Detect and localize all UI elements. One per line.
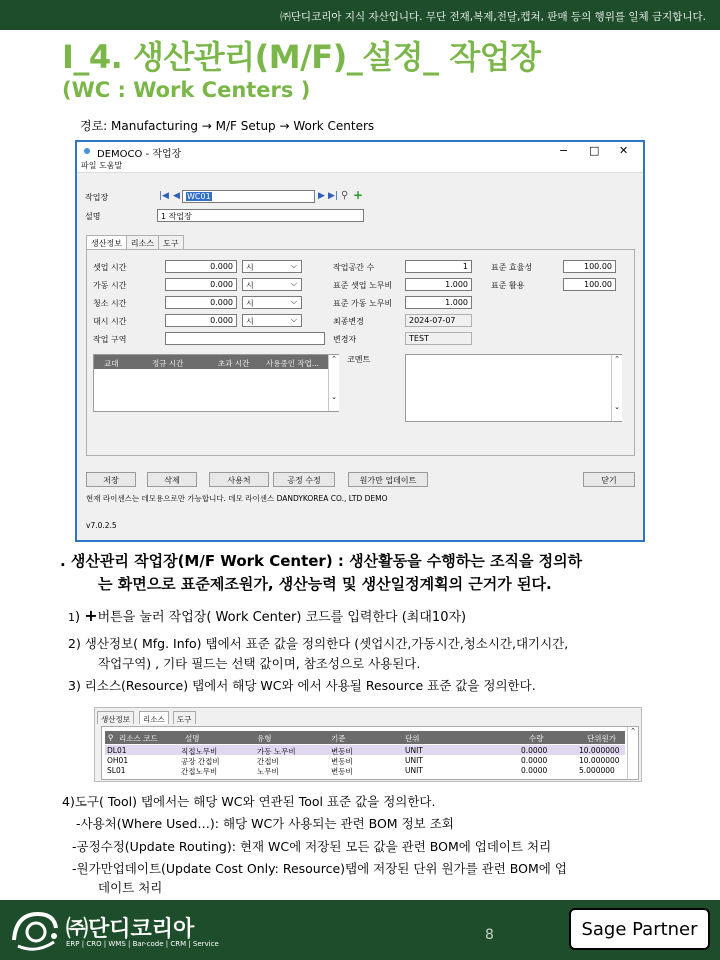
resource-tab-screenshot: [94, 707, 642, 782]
step-2-line-1: 2) 생산정보( Mfg. Info) 탭에서 표준 값을 정의한다 (셋업시간,가동시간,청소시간,대기시간,: [68, 636, 569, 651]
page-number: 8: [485, 927, 494, 943]
table-row[interactable]: OH01 공장 간접비 간접비 변동비 UNIT 0.0000 10.000000: [107, 756, 620, 766]
step-4-update-routing: -공정수정(Update Routing): 현재 WC에 저장된 모든 값을 관련 BOM에 업데이트 처리: [72, 839, 552, 854]
tab-mfg-info[interactable]: 생산정보: [97, 711, 134, 724]
grid-col-overtime: 초과 시간: [218, 359, 250, 368]
maximize-button[interactable]: □: [589, 144, 600, 157]
work-space-count-label: 작업공간 수: [333, 263, 375, 272]
step-4: 4)도구( Tool) 탭에서는 해당 WC와 연관된 Tool 표준 값을 정의한다.: [62, 794, 436, 809]
resource-grid-scrollbar[interactable]: [627, 727, 638, 779]
company-tagline: ERP | CRO | WMS | Bar-code | CRM | Service: [66, 940, 219, 948]
std-efficiency-input[interactable]: 100.00: [563, 260, 616, 273]
tab-tool[interactable]: 도구: [173, 711, 196, 724]
close-button[interactable]: 닫기: [583, 472, 635, 487]
last-record-button[interactable]: ▶|: [328, 191, 338, 201]
page-subtitle: (WC : Work Centers ): [62, 78, 311, 102]
shift-grid[interactable]: [93, 354, 339, 412]
std-run-labor-label: 표준 가동 노무비: [333, 299, 393, 308]
std-setup-labor-label: 표준 셋업 노무비: [333, 281, 393, 290]
intro-line-2: 는 화면으로 표준제조원가, 생산능력 및 생산일정계획의 근거가 된다.: [98, 575, 552, 593]
step-4-update-cost-line-1: -원가만업데이트(Update Cost Only: Resource)탭에 저장된 단위 원가를 관련 BOM에 업: [72, 861, 567, 876]
grid-scrollbar[interactable]: [328, 355, 339, 411]
tab-resource[interactable]: 리소스: [126, 235, 159, 249]
wait-time-input[interactable]: 0.000: [165, 314, 237, 327]
menu-bar[interactable]: 파일 도움말: [77, 159, 643, 173]
first-record-button[interactable]: |◀: [159, 191, 169, 201]
window-title: DEMOCO - 작업장: [97, 149, 182, 160]
license-status: 현재 라이센스는 데모용으로만 가능합니다. 데모 라이센스 DANDYKOREA CO., LTD DEMO: [86, 494, 388, 503]
delete-button[interactable]: 삭제: [147, 472, 197, 487]
minimize-button[interactable]: −: [559, 144, 569, 157]
setup-unit-select[interactable]: 시 ⌵: [242, 260, 302, 273]
search-icon: ⚲: [108, 733, 114, 742]
page-title: I_4. 생산관리(M/F)_설정_ 작업장: [62, 38, 541, 76]
wait-time-label: 대시 시간: [93, 317, 127, 326]
plus-icon: +: [84, 606, 98, 625]
next-record-button[interactable]: ▶: [318, 191, 325, 201]
save-button[interactable]: 저장: [86, 472, 136, 487]
description-label: 설명: [85, 212, 101, 221]
workcenter-input[interactable]: WC01: [182, 190, 315, 203]
where-used-button[interactable]: 사용처: [209, 472, 269, 487]
copyright-notice-bar: [0, 0, 720, 30]
grid-col-regular: 정규 시간: [152, 359, 184, 368]
std-efficiency-label: 표준 효율성: [491, 263, 533, 272]
table-row[interactable]: SL01 간접노무비 노무비 변동비 UNIT 0.0000 5.000000: [107, 766, 615, 776]
close-window-button[interactable]: ✕: [619, 144, 629, 157]
tab-resource[interactable]: 리소스: [139, 711, 169, 724]
update-cost-only-button[interactable]: 원가만 업데이트: [348, 472, 428, 487]
comment-label: 코멘트: [347, 355, 371, 364]
last-changed-value: 2024-07-07: [405, 314, 472, 327]
add-icon[interactable]: +: [353, 188, 364, 202]
resource-grid-header: ⚲ 리소스 코드 설명 유형 기준 단위 수량 단위원가: [105, 731, 625, 744]
run-time-input[interactable]: 0.000: [165, 278, 237, 291]
prev-record-button[interactable]: ◀: [173, 191, 180, 201]
scroll-up-icon[interactable]: ⌃: [331, 355, 337, 363]
tab-bar: [86, 235, 183, 250]
version-label: v7.0.2.5: [86, 521, 117, 530]
changed-by-value: TEST: [405, 332, 472, 345]
chevron-down-icon: ⌵: [290, 315, 297, 324]
wait-unit-select[interactable]: 시 ⌵: [242, 314, 302, 327]
description-input[interactable]: 1 작업장: [157, 209, 364, 222]
chevron-down-icon: ⌵: [290, 297, 297, 306]
setup-time-label: 셋업 시간: [93, 263, 127, 272]
grid-col-in-use: 사용중인 작업...: [266, 359, 320, 368]
scroll-down-icon[interactable]: ⌄: [614, 403, 620, 411]
std-utilization-label: 표준 활용: [491, 281, 525, 290]
step-3: 3) 리소스(Resource) 탭에서 해당 WC와 에서 사용될 Resource 표준 값을 정의한다.: [68, 678, 536, 693]
setup-time-input[interactable]: 0.000: [165, 260, 237, 273]
menu-path: 경로: Manufacturing → M/F Setup → Work Centers: [80, 119, 375, 133]
run-unit-select[interactable]: 시 ⌵: [242, 278, 302, 291]
clean-time-input[interactable]: 0.000: [165, 296, 237, 309]
comment-scrollbar[interactable]: [611, 355, 622, 421]
last-changed-label: 최종변경: [333, 317, 364, 326]
chevron-down-icon: ⌵: [290, 261, 297, 270]
std-setup-labor-input[interactable]: 1.000: [405, 278, 472, 291]
run-time-label: 가동 시간: [93, 281, 127, 290]
mfg-info-panel: [86, 249, 635, 456]
grid-col-shift: 교대: [104, 359, 119, 368]
table-row[interactable]: DL01 직접노무비 가동 노무비 변동비 UNIT 0.0000 10.000000: [105, 745, 625, 755]
intro-line-1: . 생산관리 작업장(M/F Work Center) : 생산활동을 수행하는 조직을 정의하: [60, 552, 583, 570]
scroll-up-icon[interactable]: ⌃: [614, 355, 620, 363]
tab-mfg-info[interactable]: 생산정보: [86, 235, 127, 249]
scroll-down-icon[interactable]: ⌄: [331, 393, 337, 401]
changed-by-label: 변경자: [333, 335, 357, 344]
copyright-notice: ㈜단디코리아 지식 자산입니다. 무단 전재,복제,전달,캡쳐, 판매 등의 행위를 일체 금지합니다.: [280, 11, 706, 23]
step-1: 1) +버튼을 눌러 작업장( Work Center) 코드를 입력한다 (최대10자): [68, 606, 467, 625]
tab-tool[interactable]: 도구: [158, 235, 183, 249]
company-name: ㈜단디코리아: [66, 917, 195, 942]
std-run-labor-input[interactable]: 1.000: [405, 296, 472, 309]
step-4-update-cost-line-2: 데이트 처리: [98, 880, 163, 895]
step-2-line-2: 작업구역) , 기타 필드는 선택 값이며, 참조성으로 사용된다.: [98, 656, 421, 671]
chevron-down-icon: ⌵: [290, 279, 297, 288]
clean-time-label: 청소 시간: [93, 299, 127, 308]
shift-grid-header: [94, 355, 328, 369]
work-space-count-input[interactable]: 1: [405, 260, 472, 273]
workcenter-label: 작업장: [85, 193, 109, 202]
update-routing-button[interactable]: 공정 수정: [273, 472, 335, 487]
workcenter-window: [75, 140, 645, 542]
window-titlebar: [77, 142, 643, 159]
find-icon[interactable]: ⚲: [341, 190, 349, 201]
step-4-where-used: -사용처(Where Used…): 해당 WC가 사용되는 관련 BOM 정보 조회: [76, 816, 454, 831]
work-area-label: 작업 구역: [93, 335, 127, 344]
company-logo-icon: [8, 906, 62, 954]
std-utilization-input[interactable]: 100.00: [563, 278, 616, 291]
sage-partner-logo: Sage Partner: [569, 908, 710, 950]
clean-unit-select[interactable]: 시 ⌵: [242, 296, 302, 309]
app-logo-icon: [84, 148, 90, 154]
comment-textarea[interactable]: [405, 354, 622, 422]
work-area-input[interactable]: [165, 332, 325, 345]
scroll-up-icon[interactable]: ⌃: [630, 727, 636, 735]
